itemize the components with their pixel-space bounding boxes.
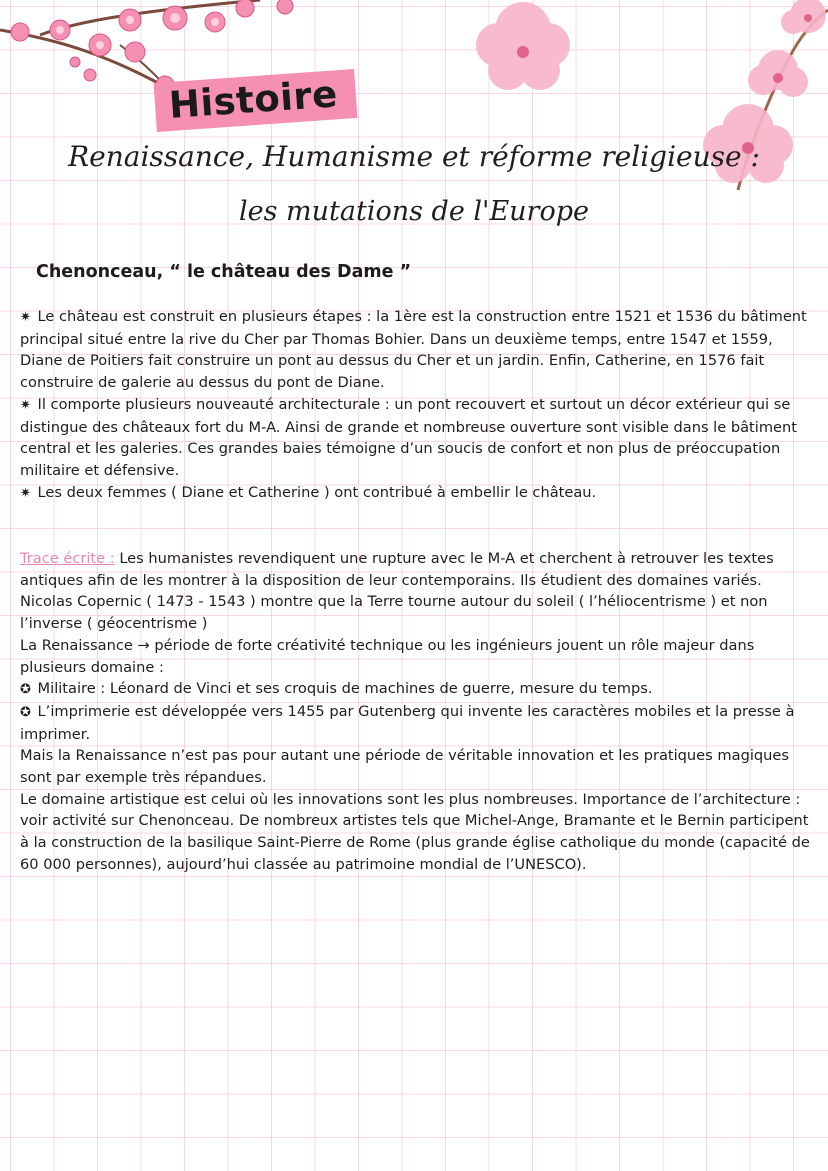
copernic-note: Nicolas Copernic ( 1473 - 1543 ) montre que la Terre tourne autour du soleil ( l’héliocentrisme ) et non l’inverse ( géocentrisme ) (20, 593, 768, 633)
star-bullet-icon: ✪ (20, 682, 31, 698)
cherry-blossom-cluster-right-icon (448, 0, 828, 210)
trace-intro: Trace écrite : Les humanistes revendiquent une rupture avec le M-A et cherchent à retrouver les textes antiques afin de les montrer à la disposition de leur contemporains. Ils étudient des domaines variés. (20, 550, 774, 589)
star-bullet-icon: ✪ (20, 704, 31, 720)
note-item: ✷ Il comporte plusieurs nouveauté architecturale : un pont recouvert et surtout un décor extérieur qui se distingue des châteaux fort du M-A. Ainsi de grande et nombreuse ouverture sont visible dans le bâtiment central et les galeries. Ces grandes baies témoigne d’un soucis de confort et non plus de préoccupation militaire et défensive. (20, 395, 798, 479)
note-item: ✷ Le château est construit en plusieurs étapes : la 1ère est la construction entre 1521 et 1536 du bâtiment principal situé entre la rive du Cher par Thomas Bohier. Dans un deuxième temps, entre 1547 et 1559, Diane de Poitiers fait construire un pont au dessus du Cher et un jardin. Enfin, Catherine, en 1576 fait construire de galerie au dessus du pont de Diane. (20, 308, 807, 392)
asterisk-bullet-icon: ✷ (20, 485, 31, 501)
lesson-title-line2: les mutations de l'Europe (239, 196, 589, 227)
renaissance-note: La Renaissance → période de forte créativité technique ou les ingénieurs jouent un rôle majeur dans plusieurs domaine : (20, 636, 755, 676)
note-item: ✷ Les deux femmes ( Diane et Catherine ) ont contribué à embellir le château. (20, 483, 597, 501)
trace-ecrite-label: Trace écrite : (20, 550, 115, 567)
art-note: Le domaine artistique est celui où les innovations sont les plus nombreuses. Importance de l’architecture : voir activité sur Chenonceau. De nombreux artistes tels que Michel-Ange, Bramante et le Bernin participent à la construction de la basilique Saint-Pierre de Rome (plus grande église catholique du monde (capacité de 60 000 personnes), aujourd’hui classée au patrimoine mondial de l’UNESCO). (20, 790, 810, 873)
trace-ecrite-notes (20, 548, 810, 876)
subject-title-badge: Histoire (154, 69, 358, 132)
chenonceau-notes (20, 306, 810, 504)
asterisk-bullet-icon: ✷ (20, 397, 31, 413)
section-heading-chenonceau: Chenonceau, “ le château des Dame ” (36, 262, 412, 282)
bullet-militaire: ✪ Militaire : Léonard de Vinci et ses croquis de machines de guerre, mesure du temps. (20, 680, 653, 698)
lesson-title-line1: Renaissance, Humanisme et réforme religieuse : (68, 140, 760, 173)
magie-note: Mais la Renaissance n’est pas pour autant une période de véritable innovation et les pratiques magiques sont par exemple très répandues. (20, 747, 789, 787)
asterisk-bullet-icon: ✷ (20, 310, 31, 325)
bullet-imprimerie: ✪ L’imprimerie est développée vers 1455 par Gutenberg qui invente les caractères mobiles et la presse à imprimer. (20, 702, 795, 743)
